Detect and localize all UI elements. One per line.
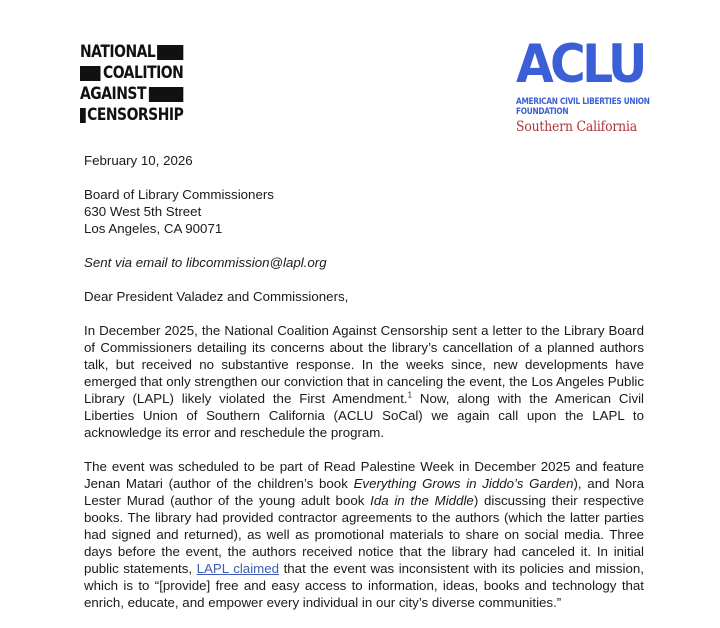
paragraph-1-text-a: In December 2025, the National Coalition Against Censorship sent a letter to the Library Board of Commissioners detailing its concerns about the library’s cancellation of a planned authors talk, but received no substantive response. In the weeks since, new developments have emerged that only strengthen our conviction that in canceling the event, the Los Angeles Public Library (LAPL) likely violated the First Amendment.	[84, 323, 644, 406]
aclu-subtitle	[516, 96, 650, 116]
lapl-claimed-link[interactable]: LAPL claimed	[196, 561, 280, 576]
letter-date: February 10, 2026	[84, 153, 193, 168]
recipient-address	[84, 186, 644, 237]
ncac-logo-bar	[157, 45, 183, 60]
book-title-everything-grows: Everything Grows in Jiddo’s Garden	[353, 476, 574, 491]
ncac-logo-text-national: NATIONAL	[80, 42, 156, 62]
ncac-logo-bar	[149, 87, 184, 102]
salutation: Dear President Valadez and Commissioners,	[84, 289, 349, 304]
paragraph-1	[84, 322, 644, 441]
ncac-logo-text-against: AGAINST	[80, 84, 146, 104]
paragraph-2-text-d: that the event was inconsistent with its policies and mission, which is to “[provide] free and easy access to information, ideas, books and technology that enrich, educate, and empower every individual in our city’s diverse communities.”	[84, 561, 644, 610]
aclu-region: Southern California	[516, 119, 637, 135]
letter-body	[84, 152, 644, 628]
aclu-subtitle-line-1: AMERICAN CIVIL LIBERTIES UNION	[516, 96, 650, 106]
ncac-logo-row-4	[80, 105, 183, 126]
ncac-logo-text-censorship: CENSORSHIP	[87, 105, 184, 125]
recipient-name: Board of Library Commissioners	[84, 187, 274, 202]
sent-via-note: Sent via email to libcommission@lapl.org	[84, 255, 327, 270]
paragraph-2-text-c: ) discussing their respective books. The library had provided contractor agreements to the authors (which the latter parties had signed and returned), as well as promotional materials to share on social media. Three days before the event, the authors received notice that the library had canceled it. In initial public statements,	[84, 493, 645, 576]
ncac-logo-row-3	[80, 84, 183, 105]
recipient-street: 630 West 5th Street	[84, 204, 202, 219]
ncac-logo-row-1	[80, 42, 183, 63]
ncac-logo	[80, 42, 183, 126]
paragraph-2	[84, 458, 644, 611]
paragraph-1-text-b: Now, along with the American Civil Liberties Union of Southern California (ACLU SoCal) we again call upon the LAPL to acknowledge its error and reschedule the program.	[84, 391, 644, 440]
ncac-logo-bar	[80, 108, 86, 123]
paragraph-2-text-b: ), and Nora Lester Murad (author of the young adult book	[84, 476, 645, 508]
ncac-logo-bar	[80, 66, 100, 81]
ncac-logo-row-2	[80, 63, 183, 84]
recipient-city: Los Angeles, CA 90071	[84, 221, 223, 236]
book-title-ida-in-the-middle: Ida in the Middle	[370, 493, 474, 508]
aclu-subtitle-line-2: FOUNDATION	[516, 106, 569, 116]
footnote-marker[interactable]: 1	[407, 390, 413, 400]
ncac-logo-text-coalition: COALITION	[102, 63, 184, 83]
aclu-wordmark: ACLU	[516, 34, 644, 95]
paragraph-2-text-a: The event was scheduled to be part of Read Palestine Week in December 2025 and feature Jenan Matari (author of the children’s book	[84, 459, 644, 491]
aclu-logo	[516, 34, 656, 135]
